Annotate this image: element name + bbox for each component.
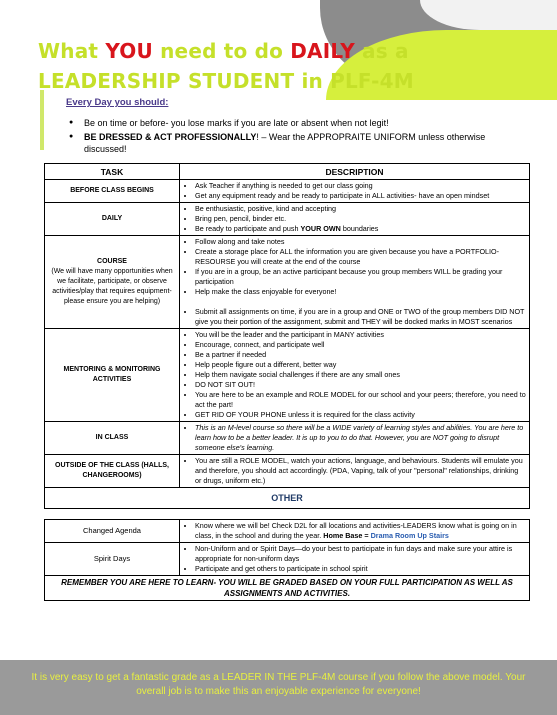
task-cell: MENTORING & MONITORING ACTIVITIES bbox=[45, 329, 180, 422]
list-item: • Non-Uniform and or Spirit Days—do your best to participate in fun days and make sure your attire is appropriate for non-uniform days bbox=[195, 544, 526, 564]
table-row bbox=[45, 180, 530, 203]
every-day-heading: Every Day you should: bbox=[66, 97, 169, 108]
task-cell: DAILY bbox=[45, 203, 180, 236]
page-title bbox=[38, 36, 414, 96]
list-item: • If you are in a group, be an active participant because you group members WILL be grading your participation bbox=[195, 267, 526, 287]
footer-text: It is very easy to get a fantastic grade as a LEADER IN THE PLF-4M course if you follow the above model. Your overall job is to make this an enjoyable experience for everyone! bbox=[31, 672, 526, 697]
task-cell: Changed Agenda bbox=[45, 520, 180, 543]
task-title: COURSE bbox=[97, 258, 127, 265]
header-task: TASK bbox=[45, 164, 180, 180]
table-row bbox=[45, 203, 530, 236]
list-item: • Ask Teacher if anything is needed to get our class going bbox=[195, 181, 526, 191]
home-base-value: Drama Room Up Stairs bbox=[370, 531, 449, 540]
list-item: • Create a storage place for ALL the information you are given because you have a PORTFOLIO-RESOURSE you will create at the end of the course bbox=[195, 247, 526, 267]
description-cell bbox=[180, 543, 530, 576]
header-description: DESCRIPTION bbox=[180, 164, 530, 180]
list-item: • Submit all assignments on time, if you are in a group and ONE or TWO of the group members DID NOT give you their portion of the assignment, submit and THEY will be docked marks in MOST scenarios bbox=[195, 307, 526, 327]
list-item: • Follow along and take notes bbox=[195, 237, 526, 247]
title-text: as a bbox=[354, 39, 409, 63]
task-cell: BEFORE CLASS BEGINS bbox=[45, 180, 180, 203]
item-bold: YOUR OWN bbox=[300, 224, 341, 233]
task-cell: Spirit Days bbox=[45, 543, 180, 576]
list-item: • Get any equipment ready and be ready to participate in ALL activities- have an open mindset bbox=[195, 191, 526, 201]
description-cell bbox=[180, 422, 530, 455]
task-table bbox=[44, 163, 530, 601]
table-row bbox=[45, 455, 530, 488]
list-item: • You are still a ROLE MODEL, watch your actions, language, and behaviours. Students will emulate you and therefore, you should act accordingly. (PDA, Vaping, talk of your "personal" relationships, drinking or drugs, uniform etc.) bbox=[195, 456, 526, 486]
list-item bbox=[195, 521, 526, 541]
list-item: • You will be the leader and the participant in MANY activities bbox=[195, 330, 526, 340]
title-line2: LEADERSHIP STUDENT in PLF-4M bbox=[38, 69, 414, 93]
list-item: • DO NOT SIT OUT! bbox=[195, 380, 526, 390]
other-row bbox=[45, 488, 530, 509]
bullet-bold: BE DRESSED & ACT PROFESSIONALLY bbox=[84, 132, 257, 142]
table-row bbox=[45, 329, 530, 422]
description-cell bbox=[180, 203, 530, 236]
description-cell bbox=[180, 180, 530, 203]
title-daily: DAILY bbox=[290, 39, 355, 63]
title-you: YOU bbox=[105, 39, 153, 63]
description-cell bbox=[180, 520, 530, 543]
task-cell: OUTSIDE OF THE CLASS (HALLS, CHANGEROOMS) bbox=[45, 455, 180, 488]
description-cell bbox=[180, 455, 530, 488]
list-item: • Help people figure out a different, better way bbox=[195, 360, 526, 370]
title-text: What bbox=[38, 39, 106, 63]
list-item: • Bring pen, pencil, binder etc. bbox=[195, 214, 526, 224]
spacer-row bbox=[45, 509, 530, 520]
bullet-text: ! – Wear the APPROPRAITE UNIFORM unless otherwise discussed! bbox=[84, 132, 486, 154]
list-item: • Be a partner if needed bbox=[195, 350, 526, 360]
task-subtitle: (We will have many opportunities when we facilitate, participate, or observe activities/play that requires equipment- please ensure you are helping) bbox=[51, 268, 173, 305]
accent-bar bbox=[40, 90, 44, 150]
list-item: • Encourage, connect, and participate well bbox=[195, 340, 526, 350]
list-item: • Participate and get others to participate in school spirit bbox=[195, 564, 526, 574]
list-item: • Help make the class enjoyable for everyone! bbox=[195, 287, 526, 297]
table-header-row bbox=[45, 164, 530, 180]
every-day-bullet: ● Be on time or before- you lose marks if you are late or absent when not legit! bbox=[84, 117, 524, 129]
item-text: Know where we will be! Check D2L for all locations and activities-LEADERS know what is going on in class, in the school and during the year. bbox=[195, 521, 517, 540]
item-text: boundaries bbox=[340, 224, 379, 233]
every-day-bullet bbox=[84, 131, 524, 155]
list-item: • You are here to be an example and ROLE MODEL for our school and your peers; therefore, you need to act the part! bbox=[195, 390, 526, 410]
list-item: • Help them navigate social challenges if there are any small ones bbox=[195, 370, 526, 380]
task-cell: IN CLASS bbox=[45, 422, 180, 455]
description-cell bbox=[180, 329, 530, 422]
task-cell bbox=[45, 236, 180, 329]
spacer-cell bbox=[45, 509, 530, 520]
table-row bbox=[45, 422, 530, 455]
remember-row bbox=[45, 576, 530, 601]
remember-note: REMEMBER YOU ARE HERE TO LEARN- YOU WILL BE GRADED BASED ON YOUR FULL PARTICIPATION AS WELL AS ASSIGNMENTS AND ACTIVITIES. bbox=[45, 576, 530, 601]
table-row bbox=[45, 236, 530, 329]
other-heading: OTHER bbox=[45, 488, 530, 509]
table-row bbox=[45, 543, 530, 576]
list-item: • This is an M-level course so there will be a WIDE variety of learning styles and abilities. You are here to learn how to be a better leader. It is up to you to do that. However, you are NOT going to disrupt someone else's learning. bbox=[195, 423, 526, 453]
table-row bbox=[45, 520, 530, 543]
list-item: • Be enthusiastic, positive, kind and accepting bbox=[195, 204, 526, 214]
home-base-label: Home Base = bbox=[323, 531, 371, 540]
item-text: Be ready to participate and push bbox=[195, 224, 301, 233]
title-text: need to do bbox=[152, 39, 291, 63]
list-item: • GET RID OF YOUR PHONE unless it is required for the class activity bbox=[195, 410, 526, 420]
list-item bbox=[195, 224, 526, 234]
description-cell bbox=[180, 236, 530, 329]
